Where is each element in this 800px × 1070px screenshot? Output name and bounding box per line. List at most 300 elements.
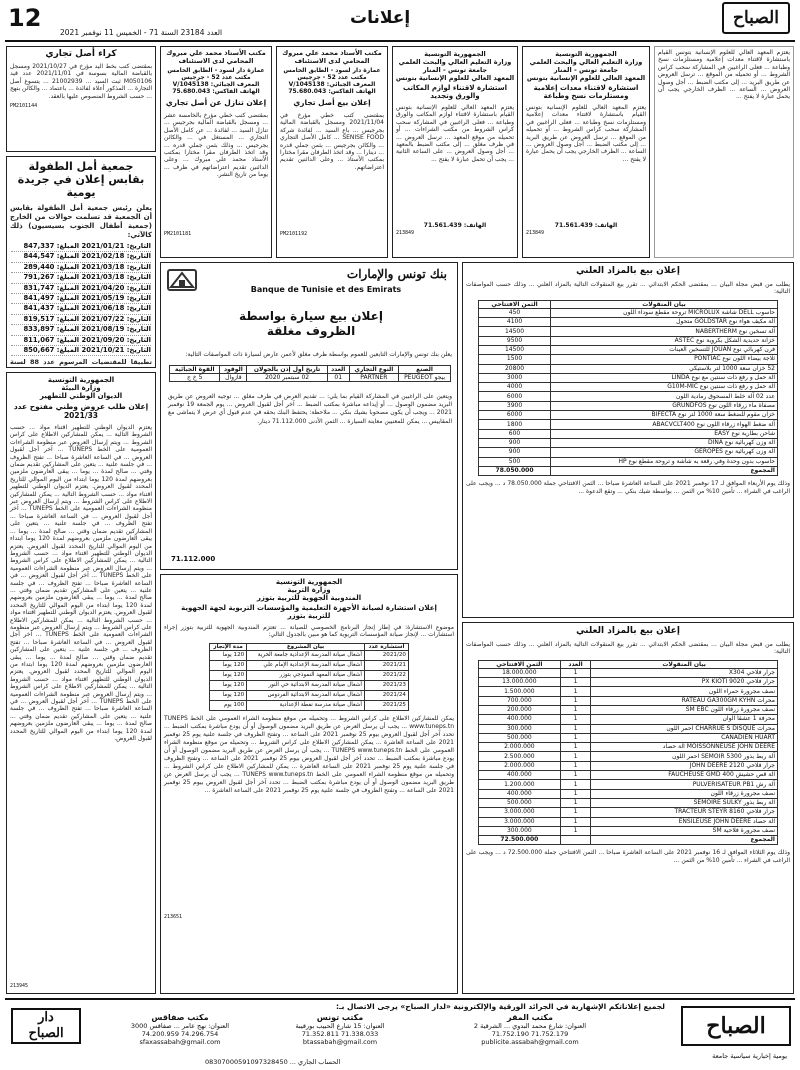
auction1-table-row [479,308,778,317]
auction2-table-cell: 1 [560,706,591,715]
auction2-table-cell: 1.200.000 [479,780,561,789]
ad-a-tax: المعرف الجبائي: 1045138/V [172,81,260,88]
bank-table-head-cell: العدد [327,366,349,374]
auction2-intro: يطلب من قبض مجلة البيان ... بمقتضى الحكم الابتدائي ... تقرر بيع المنقولات التالية بالمزاد العلني ... وذلك حسب المواصفات التالية: [466,641,790,656]
auction2-table-cell: جرار فلاحي PX KIOTI 9020 [591,678,778,687]
auction1-table-cell: 1500 [479,355,551,364]
auction1-table-cell: المجموع [551,466,778,475]
auction2-table-row [479,696,778,705]
footer-logo-dar-name: الصباح [28,1026,64,1041]
footer-logo-dar-top: دار [38,1010,54,1025]
auction2-table-cell: محراث RATEAU GA300GM KYHN [591,696,778,705]
auction2-table-cell: 500.000 [479,798,561,807]
footer-office-fax: 74.200.959 [141,1030,179,1038]
ad-auction-farm-equipment [462,622,794,994]
auction2-table-cell: نصف مجرورة زرقاء اللون [591,789,778,798]
auction1-intro: يطلب من قبض مجلة البيان ... بمقتضى الحكم الابتدائي ... تقرر بيع المنقولات التالية بالمزاد العلني ... وذلك حسب المواصفات التالية: [466,281,790,296]
auction1-table-cell: 3900 [479,401,551,410]
auction2-table-row [479,817,778,826]
auction1-table-cell: 450 [479,308,551,317]
ad-d-continued [654,46,794,258]
auction2-table-cell: 72.500.000 [479,836,561,845]
auction2-table-cell: 1 [560,715,591,724]
edu-table-cell: 2021/24 [364,690,408,700]
ad-d-university: جامعة تونس - المنار [553,66,619,74]
auction2-table-cell: 300.000 [479,826,561,835]
auction2-table-cell: آلة ربط بذور SEMOIR 5300 احمر اللون [591,752,778,761]
footer-office [255,1014,425,1046]
footer-office-fax: 71.752.190 [491,1030,529,1038]
auction2-table-row [479,687,778,696]
auction1-table-cell: آلة وزن كهربائية نوع DINA [551,438,778,447]
edu-table-cell: أشغال صيانة المدرسة الابتدائية الفردوس [247,690,365,700]
footer-office-address: العنوان: شارع محمد البدوي ... الشرقية 2 [473,1022,587,1030]
ad-lease-code: PM2101144 [10,103,38,110]
auction2-table-cell: 1 [560,789,591,798]
onas-republic: الجمهورية التونسية [47,376,115,384]
ad-lease-text: بمقتضى كتب بخط اليد مؤرخ في 2021/10/27 ومسجل بالقباضة المالية بسوسة في 2021/11/01 عدد قيد M050106 ثبت السيد ... 21002939 ... يتسوغ أصل التجارة ... المذكور أعلاه لفائدة ... باعتماد ... والكائن بنهج ... حسب الشروط المنصوص عليها بالعقد. [10,63,153,100]
ad-b-address: عمارة دار لسود - الطابق الخامس مكتب عدد 52 - جرجيس [283,67,381,81]
ad-a-subtitle: إعلان تنازل عن أصل تجاري [165,98,267,107]
page-footer [5,998,795,1066]
auction1-table-cell: ثلاجة بيضاء اللون نوع PONTIAC [551,355,778,364]
auction1-table-cell: عدد 02 آلة خلط المسحوق رمادية اللون [551,392,778,401]
auction2-table [478,660,778,846]
bank-table-head-cell: النوع التجاري [349,366,399,374]
ad-a-title: مكتب الأستاذ محمد علي مبروك المحامي لدى الاستئناف [166,49,266,65]
footer-office-phone: 71.338.033 [341,1030,379,1038]
page-header [0,0,800,40]
bank-table-head-cell: تاريخ أول إذن بالجولان [247,366,328,374]
auction2-table-row [479,808,778,817]
auction2-table-cell [560,836,591,845]
ad-c-republic: الجمهورية التونسية [424,50,486,58]
footer-logo-dar [11,1008,81,1044]
auction1-table-cell: آلة حمل و رفع ذات سنتين نوع G10M-MIC [551,383,778,392]
auction1-table-row [479,429,778,438]
ad-c-phone: الهاتف: 71.561.439 [423,222,487,229]
footer-office-phone: 74.296.754 [181,1030,219,1038]
auction2-text: وذلك يوم الثلاثاء الموافق لـ 16 نوفمبر 2021 على الساعة العاشرة صباحا ... الثمن الافتتاحي جملة 72.500.000 د ... ويجب على الراغب في الشراء ... تأمين 10% من الثمن ... [466,849,790,864]
bank-table-cell: PARTNER [349,374,399,382]
edu-table-cell: 120 يوما [210,660,247,670]
footer-office-email: publicite.assabah@gmail.com [481,1038,579,1046]
ad-d-institute: المعهد العالي للعلوم الإنسانية بتونس [526,74,646,82]
auction2-table-row [479,771,778,780]
edu-intro: موضوع الاستشارة: في إطار إنجاز البرنامج الخصوصي للصيانة ... تعتزم المندوبية الجهوية للتربية بتوزر إجراء استشارات ... لإنجاز صيانة المؤسسات التربوية كما هو مبين بالجدول التالي: [164,624,454,639]
bank-table-cell: قازوال [220,374,247,382]
ad-c-institute: المعهد العالي للعلوم الإنسانية بتونس [395,74,515,82]
auction2-table-row [479,668,778,677]
edu-table-cell: أشغال صيانة مدرسة نفطة الإعدادية [247,700,365,710]
ad-d-subtitle: استشارة لاقتناء معدات إعلامية ومستلزمات نسخ وطباعة [533,84,639,100]
footer-tagline: يومية إخبارية سياسية جامعة [712,1052,787,1060]
bank-table-cell: بيجو PEUGEOT [399,374,451,382]
auction1-table-cell: 20800 [479,364,551,373]
auction2-table-row [479,743,778,752]
edu-table-cell: 120 يوما [210,680,247,690]
auction1-table [478,300,778,476]
auction1-table-cell: آلة مكيف هواء نوع GOLDSTAR متحول [551,318,778,327]
auction1-table-cell: 6000 [479,392,551,401]
auction2-table-cell: 1 [560,780,591,789]
auction2-table-cell: 1.500.000 [479,687,561,696]
ad-lease [6,46,156,152]
auction1-table-cell: خزانة حديدية الشكل بكروية نوع ASTEC [551,336,778,345]
edu-table-cell: أشغال صيانة المدرسة الإعدادية جامعة الحرية [247,650,365,660]
auction1-table-cell: 14500 [479,346,551,355]
auction1-table-row [479,411,778,420]
auction1-table-cell: 3000 [479,373,551,382]
auction2-table-cell: 400.000 [479,789,561,798]
header-rule [5,40,795,42]
bank-ad-text: ويتعين على الراغبين في المشاركة القيام بما يلي: ... تقديم العرض في ظرف مغلق ... توجيه العروض عن طريق البريد مضمون الوصول ... أو إيداعه مباشرة بمكتب الضبط ... آخر أجل لقبول العروض ... يوم الجمعة 19 نوفمبر 2021 ... ويجب أن يكون مصحوبا بشيك بنكي ... ملاحظة: يحتفظ البنك بحقه في عدم قبول أي عرض لا يتماشى مع المقاييس ... يمكن للمعنيين معاينة السيارة ... الثمن الأدنى 71.112.000 دينار. [168,393,452,425]
auction2-table-cell: 3.000.000 [479,808,561,817]
auction2-table-cell: آلة رش PULVERISATEUR PB1 [591,780,778,789]
ad-c-university: جامعة تونس - المنار [422,66,488,74]
auction1-table-row [479,327,778,336]
edu-table [209,643,409,711]
donation-item: التاريخ: 2021/03/18 المبلغ: 791,267 [11,273,151,283]
ad-c-code: 213849 [396,230,415,236]
ad-institute-office-supplies [392,46,518,258]
edu-delegation: المندوبية الجهوية للتربية بتوزر [256,594,362,602]
donation-item: التاريخ: 2021/06/18 المبلغ: 841,437 [11,304,151,314]
auction2-table-cell: محرفة 1 عشقا الوان [591,715,778,724]
ad-b-title: مكتب الأستاذ محمد علي مبروك المحامي لدى الاستئناف [282,49,382,65]
bank-table-cell: 01 [327,374,349,382]
auction1-table-row [479,336,778,345]
ad-d-code: 213849 [526,230,545,236]
auction1-title: إعلان بيع بالمزاد العلني [576,266,680,276]
ad-education-maintenance [160,574,458,994]
auction2-table-cell: 1 [560,752,591,761]
auction2-table-cell: 300.000 [479,724,561,733]
onas-code: 213945 [10,983,29,989]
edu-table-head-cell: بيان المشروع [247,643,365,650]
auction1-table-cell: خزان مقوم للضغط سعة 1000 لتر نوع BIFECTA [551,411,778,420]
auction1-table-row [479,373,778,382]
ad-onas-tender [6,372,156,994]
donation-item: التاريخ: 2021/04/20 المبلغ: 831,747 [11,284,151,294]
auction2-table-cell: المجموع [591,836,778,845]
auction2-table-cell: CANADIEN HUART [591,733,778,742]
auction1-table-cell: 78.050.000 [479,466,551,475]
edu-code: 213651 [164,913,183,920]
auction2-table-cell: آلة قص حشيش FAUCHEUSE GMD 400 [591,771,778,780]
edu-table-cell: 2021/20 [364,650,408,660]
auction1-table-row [479,346,778,355]
auction2-table-cell: 1 [560,771,591,780]
ad-b-text: بمقتضى كتب خطي مؤرخ في 2021/11/04 ومسجل بالقباضة المالية بجرجيس ... باع السيد ... لفائدة شركة SENISE FOOD ... كامل الأصل التجاري ... والكائن بجرجيس ... بثمن جملي قدره ... دينارا ... وقد اتخذ الطرفان مقرا مختارا بمكتب الأستاذ ... وعلى الدائنين تقديم اعتراضاتهم. [280,112,384,171]
donation-item: التاريخ: 2021/10/21 المبلغ: 850,667 [11,346,151,356]
auction1-table-cell: مصفاة ماء زرقاء اللون نوع GRUNDFOS [551,401,778,410]
auction1-table-cell: 500 [479,457,551,466]
auction2-table-row [479,678,778,687]
edu-subtitle: إعلان استشارة لصيانة الأجهزة التعليمية والمؤسسات التربوية لجهة الجهوية للتربية بتوزر [181,604,437,620]
auction2-table-cell: جرار فلاحي JOHN DEERE 2120 [591,761,778,770]
bank-name-ar: بنك تونس والإمارات [346,267,447,281]
bank-min-price: 71.112.000 [171,555,216,563]
auction2-table-cell: 18.000.000 [479,668,561,677]
ad-c-text: يعتزم المعهد العالي للعلوم الإنسانية بتونس القيام باستشارة لاقتناء لوازم المكاتب والورق وطباعة ... فعلى الراغبين في المشاركة سحب كراس الشروط من مكتب الشراءات ... أو تحميله من موقع المعهد ... ترسل العروض ... في ظرف مغلق ... إلى مكتب الضبط بالمعهد ... أجل وصول العروض ... على الساعة الثانية ... يجب أن تحمل عبارة لا يفتح ... [396,104,514,163]
ad-c-ministry: وزارة التعليم العالي والبحث العلمي [398,58,512,66]
auction2-table-cell: محراث CHARRUE S DISQUE احمر اللون [591,724,778,733]
auction2-table-cell: 1 [560,724,591,733]
auction2-table-cell: 700.000 [479,696,561,705]
auction1-table-row [479,383,778,392]
auction1-table-cell: 4100 [479,318,551,327]
auction2-table-cell: 500.000 [479,733,561,742]
footer-office [445,1014,615,1046]
edu-table-cell: 120 يوما [210,650,247,660]
ad-lawyer-sale [276,46,388,258]
bank-table-header [170,366,451,374]
auction2-table-cell: 1 [560,817,591,826]
ad-b-code: PM2101192 [280,231,308,237]
ad-d-ministry: وزارة التعليم العالي والبحث العلمي [529,58,643,66]
section-title: إعلانات [350,8,411,28]
auction1-table-cell: فرن كهربائي نوع JOUAN للتسخين العينات [551,346,778,355]
auction1-table-row [479,466,778,475]
donation-list [7,242,155,356]
auction2-table-row [479,836,778,845]
auction2-table-cell: MOISSONNEUSE JOHN DEERE آلة حصاد [591,743,778,752]
auction2-table-cell: جرار فلاحي TRACTEUR STEYR 8160 [591,808,778,817]
footer-office-fax: 71.352.811 [301,1030,339,1038]
auction1-table-cell: 4000 [479,383,551,392]
donation-item: التاريخ: 2021/09/20 المبلغ: 811,067 [11,336,151,346]
auction2-table-head-cell: الثمن الافتتاحي [479,660,561,668]
bank-ad-title: إعلان بيع سيارة بواسطة الظروف مغلقة [239,309,383,338]
ad-bank-car-sale [160,262,458,570]
auction1-table-cell: 14500 [479,327,551,336]
ad-association-intro: يعلن رئيس جمعية أمل الطفولة بقابس أن الجمعية قد تسلمت حوالات من الخارج (جمعية أطفال الجنوب بسيسيون) ذلك كالآتي: [10,204,152,239]
edu-table-row [210,690,409,700]
onas-tender-text: يعتزم الديوان الوطني للتطهير اقتناء مواد ... حسب الشروط التالية ... يمكن للمشاركين الاطلاع على كراس الشروط ... ويتم إرسال العروض عبر منظومة الشراءات العمومية على الخط TUNEPS ... آخر أجل لقبول العروض ... في الساعة العاشرة صباحا ... تفتح الظروف ... في جلسة علنية ... يتعين على المشاركين تقديم ضمان وقتي ... صالح لمدة ... يوما ... يبقى العارضون ملزمين بعروضهم لمدة 120 يوما ابتداء من اليوم الموالي للتاريخ المحدد لقبول العروض. يعتزم الديوان الوطني للتطهير اقتناء مواد ... حسب الشروط التالية ... يمكن للمشاركين الاطلاع على كراس الشروط ... ويتم إرسال العروض عبر منظومة الشراءات العمومية على الخط TUNEPS ... آخر أجل لقبول العروض ... في الساعة العاشرة صباحا ... تفتح الظروف ... في جلسة علنية ... يتعين على المشاركين تقديم ضمان وقتي ... صالح لمدة ... يوما ... يبقى العارضون ملزمين بعروضهم لمدة 120 يوما ابتداء من اليوم الموالي للتاريخ المحدد لقبول العروض. يعتزم الديوان الوطني للتطهير اقتناء مواد ... حسب الشروط التالية ... يمكن للمشاركين الاطلاع على كراس الشروط ... ويتم إرسال العروض عبر منظومة الشراءات العمومية على الخط TUNEPS ... آخر أجل لقبول العروض ... في الساعة العاشرة صباحا ... تفتح الظروف ... في جلسة علنية ... يتعين على المشاركين تقديم ضمان وقتي ... صالح لمدة ... يوما ... يبقى العارضون ملزمين بعروضهم لمدة 120 يوما ابتداء من اليوم الموالي للتاريخ المحدد لقبول العروض. يعتزم الديوان الوطني للتطهير اقتناء مواد ... حسب الشروط التالية ... يمكن للمشاركين الاطلاع على كراس الشروط ... ويتم إرسال العروض عبر منظومة الشراءات العمومية على الخط TUNEPS ... آخر أجل لقبول العروض ... في الساعة العاشرة صباحا ... تفتح الظروف ... في جلسة علنية ... يتعين على المشاركين تقديم ضمان وقتي ... صالح لمدة ... يوما ... يبقى العارضون ملزمين بعروضهم لمدة 120 يوما ابتداء من اليوم الموالي للتاريخ المحدد لقبول العروض. يعتزم الديوان الوطني للتطهير اقتناء مواد ... حسب الشروط التالية ... يمكن للمشاركين الاطلاع على كراس الشروط ... ويتم إرسال العروض عبر منظومة الشراءات العمومية على الخط TUNEPS ... آخر أجل لقبول العروض ... في الساعة العاشرة صباحا ... تفتح الظروف ... في جلسة علنية ... يتعين على المشاركين تقديم ضمان وقتي ... صالح لمدة ... يوما ... يبقى العارضون ملزمين بعروضهم لمدة 120 يوما ابتداء من اليوم الموالي للتاريخ المحدد لقبول العروض. [10,424,152,743]
donation-item: التاريخ: 2021/07/22 المبلغ: 819,517 [11,315,151,325]
auction1-table-cell: آلة ضغط الهواء زرقاء اللون نوع ABACVCLT400 [551,420,778,429]
auction2-table-cell: 1 [560,761,591,770]
edu-table-cell: أشغال صيانة المعهد النموذجي بتوزر [247,670,365,680]
bank-name-fr: Banque de Tunisie et des Emirats [250,285,402,294]
auction2-table-cell: 1 [560,808,591,817]
auction2-table-row [479,798,778,807]
ad-lawyer-transfer [160,46,272,258]
edu-table-header [210,643,409,650]
ad-a-code: PM2101181 [164,231,192,237]
onas-tender-title: إعلان طلب عروض وطني مفتوح عدد 2021/33 [13,402,149,420]
auction1-table-row [479,438,778,447]
auction2-table-cell: آلة حصاد ENSILEUSE JOHN DEERE [591,817,778,826]
edu-ministry: وزارة التربية [287,586,331,594]
bank-table-row [170,374,451,382]
footer-office-address: العنوان: 15 شارع الحبيب بورقيبة [295,1022,385,1030]
auction2-table-cell: 200.000 [479,706,561,715]
auction2-table-cell: 2.000.000 [479,743,561,752]
donation-item: التاريخ: 2021/05/19 المبلغ: 841,497 [11,294,151,304]
footer-office-name: مكتب تونس [316,1013,364,1022]
ad-association [6,156,156,368]
footer-office-phone-row [255,1030,425,1038]
auction1-table-head-cell: بيان المنقولات [551,300,778,308]
auction2-table-row [479,733,778,742]
edu-table-cell: 2021/25 [364,700,408,710]
auction2-table-cell: 400.000 [479,715,561,724]
auction1-table-row [479,457,778,466]
footer-office-phone: 71.752.179 [531,1030,569,1038]
ad-b-fax: الهاتف الفاكس: 75.680.043 [288,88,376,95]
edu-republic: الجمهورية التونسية [275,578,343,586]
ad-b-subtitle: إعلان بيع أصل تجاري [293,98,371,107]
ad-a-address: عمارة دار لسود - الطابق الخامس مكتب عدد 52 - جرجيس [167,67,265,81]
ad-d-text: يعتزم المعهد العالي للعلوم الإنسانية بتونس القيام باستشارة لاقتناء معدات إعلامية ومستلزمات نسخ وطباعة ... فعلى الراغبين في المشاركة سحب كراس الشروط ... أو تحميله من الموقع ... ترسل العروض عن طريق البريد ... إلى مكتب الضبط ... أجل وصول العروض ... الساعة ... الظرف الخارجي يجب أن يحمل عبارة لا يفتح ... [526,104,646,163]
auction2-table-row [479,780,778,789]
edu-table-cell: أشغال صيانة المدرسة الإعدادية الإمام علي [247,660,365,670]
edu-table-row [210,670,409,680]
auction1-table-row [479,420,778,429]
auction2-table-cell: 1 [560,743,591,752]
auction2-table-header [479,660,778,668]
bank-car-table [169,365,451,382]
ad-d-republic: الجمهورية التونسية [555,50,617,58]
ad-d-phone: الهاتف: 71.561.439 [554,222,618,229]
auction2-table-row [479,752,778,761]
footer-title: لجميع إعلاناتكم الإشهارية في الجرائد الورقية والإلكترونية «لدار الصباح» يرجى الاتصال بـ: [336,1002,665,1011]
auction2-table-row [479,761,778,770]
edu-table-row [210,660,409,670]
footer-office-phone-row [445,1030,615,1038]
auction2-table-cell: جرار فلاحي X304 [591,668,778,677]
ad-c-subtitle: استشارة لاقتناء لوازم المكاتب والورق وتجديد [402,84,508,100]
footer-office-phone-row [95,1030,265,1038]
auction1-table-row [479,318,778,327]
auction2-table-cell: 1 [560,826,591,835]
auction2-table-cell: نصف مجرورة حمراء اللون [591,687,778,696]
auction1-table-cell: 9500 [479,336,551,345]
edu-table-cell: 100 يوم [210,700,247,710]
onas-office: الديوان الوطني للتطهير [39,392,123,400]
bank-table-head-cell: الصنع [399,366,451,374]
auction1-table-cell: 900 [479,438,551,447]
auction2-table-cell: 1 [560,678,591,687]
footer-logo: الصباح [681,1006,791,1046]
donation-item: التاريخ: 2021/03/18 المبلغ: 289,440 [11,263,151,273]
bank-table-head-cell: الوقود [220,366,247,374]
donation-item: التاريخ: 2021/08/19 المبلغ: 833,897 [11,325,151,335]
auction2-table-cell: 2.000.000 [479,761,561,770]
auction2-table-row [479,706,778,715]
edu-table-cell: 2021/23 [364,680,408,690]
page-number: 12 [8,4,42,32]
auction2-table-cell: 1 [560,733,591,742]
auction1-text: وذلك يوم الأربعاء الموافق لـ 17 نوفمبر 2021 على الساعة العاشرة صباحا ... الثمن الافتتاحي جملة 78.050.000 د ... ويجب على الراغب في الشراء ... تأمين 10% من الثمن ... بواسطة شيك بنكي ... وتقع الدعوة ... [466,480,791,495]
footer-office [95,1014,265,1046]
auction2-table-row [479,789,778,798]
auction2-table-cell: 1 [560,668,591,677]
auction1-table-row [479,392,778,401]
edu-table-cell: 2021/21 [364,660,408,670]
auction2-table-cell: 2.500.000 [479,752,561,761]
footer-office-address: العنوان: نهج عامر ... صفاقس 3000 [130,1022,230,1030]
auction1-table-cell: آلة تسخين نوع NABERTHERM [551,327,778,336]
auction1-table-cell: شاحن بطارية نوع EASY [551,429,778,438]
edu-table-cell: 120 يوما [210,670,247,680]
onas-ministry: وزارة البيئة [61,384,101,392]
bank-table-cell: 02 سبتمبر 2020 [247,374,328,382]
ad-a-fax: الهاتف الفاكس: 75.680.043 [172,88,260,95]
auction1-table-cell: حاسوب DELL شاشة MICROLUX تروحة مقطع سوداء اللون [551,308,778,317]
auction1-table-cell: آلة وزن كهربائية نوع GEROPES [551,448,778,457]
auction1-table-row [479,448,778,457]
auction1-table-cell: آلة حمل و رفع ذات سنتين مع نوع LINDA [551,373,778,382]
edu-table-body [210,650,409,710]
edu-table-head-cell: مدة الإنجاز [210,643,247,650]
auction2-table-cell: نصف مجرورة فلاحية SM [591,826,778,835]
donation-item: التاريخ: 2021/02/18 المبلغ: 844,547 [11,252,151,262]
footer-office-name: مكتب صفاقس [151,1013,209,1022]
auction2-table-row [479,715,778,724]
ad-lease-title: كراء أصل تجاري [45,49,117,59]
auction2-table-row [479,724,778,733]
auction1-table-cell: 600 [479,429,551,438]
auction2-table-cell: نصف مجرورة زرقاء اللون SM EBC [591,706,778,715]
edu-table-row [210,650,409,660]
auction1-table-cell: 1800 [479,420,551,429]
auction1-table-cell: حاسوب بدون وحدة وفي رقعة به شاشة و تروحة مقطع نوع HP [551,457,778,466]
ad-association-title: جمعية أمل الطفولة بقابس إعلان في جريدة يومية [17,160,145,199]
auction1-table-cell: 900 [479,448,551,457]
issue-info: العدد 23184 السنة 71 - الخميس 11 نوفمبر 2021 [60,28,223,37]
ad-institute-it-equipment [522,46,650,258]
edu-text: يمكن للمشاركين الاطلاع على كراس الشروط ... وتحميله من موقع منظومة الشراء العمومي على الخط TUNEPS www.tuneps.tn ... يجب أن يرسل العرض عن طريق البريد مضمون الوصول أو أن يودع مباشرة بمكتب الضبط ... تحدد آخر أجل لقبول العروض بيوم 25 نوفمبر 2021 على الساعة ... وتفتح الظروف في جلسة علنية يوم 25 نوفمبر 2021 على الساعة العاشرة ... يمكن للمشاركين الاطلاع على كراس الشروط ... وتحميله من موقع منظومة الشراء العمومي على الخط TUNEPS www.tuneps.tn ... يجب أن يرسل العرض عن طريق البريد مضمون الوصول أو أن يودع مباشرة بمكتب الضبط ... تحدد آخر أجل لقبول العروض بيوم 25 نوفمبر 2021 على الساعة ... وتفتح الظروف في جلسة علنية يوم 25 نوفمبر 2021 على الساعة العاشرة ... يمكن للمشاركين الاطلاع على كراس الشروط ... وتحميله من موقع منظومة الشراء العمومي على الخط TUNEPS www.tuneps.tn ... يجب أن يرسل العرض عن طريق البريد مضمون الوصول أو أن يودع مباشرة بمكتب الضبط ... تحدد آخر أجل لقبول العروض بيوم 25 نوفمبر 2021 على الساعة ... وتفتح الظروف في جلسة علنية يوم 25 نوفمبر 2021 على الساعة العاشرة ... [164,714,455,794]
auction1-table-header [479,300,778,308]
ad-a-text: بمقتضى كتب خطي مؤرخ بالخامسة عشر ... ومسجل بالقباضة المالية بجرجيس ... تنازل السيد ... لفائدة ... عن كامل الأصل التجاري ... المستغل في ... والكائن بجرجيس ... وذلك بثمن جملي قدره ... وقد اتخذ الطرفان مقرا مختارا بمكتب الأستاذ محمد علي مبروك ... وعلى الدائنين تقديم اعتراضاتهم في ظرف ... يوما من تاريخ النشر. [164,112,268,179]
ad-association-law: تطبيقا للمقتضيات المرسوم عدد 88 لسنة [10,358,152,367]
ad-d-continued-text: يعتزم المعهد العالي للعلوم الإنسانية بتونس القيام باستشارة لاقتناء معدات إعلامية ومستلزمات نسخ وطباعة ... فعلى الراغبين في المشاركة سحب كراس الشروط ... أو تحميله من الموقع ... ترسل العروض عن طريق البريد ... إلى مكتب الضبط ... أجل وصول العروض ... الساعة ... الظرف الخارجي يجب أن يحمل عبارة لا يفتح ... [658,49,790,101]
auction2-table-cell: آلة ربط بذور SEMOIRE SULKY [591,798,778,807]
donation-item: التاريخ: 2021/01/21 المبلغ: 847,337 [11,242,151,252]
edu-table-cell: 120 يوما [210,690,247,700]
footer-office-name: مكتب المقر [507,1013,553,1022]
auction2-table-row [479,826,778,835]
ad-b-tax: المعرف الجبائي: 1045138/V [288,81,376,88]
auction2-title: إعلان بيع بالمزاد العلني [576,626,680,636]
auction2-table-cell: 1 [560,687,591,696]
bank-ad-intro: يعلن بنك تونس والإمارات التابعين للعموم بواسطة ظرف مغلق لأعمن عارض لسيارة ذات المواصفات التالية: [185,351,452,358]
auction2-table-head-cell: العدد [560,660,591,668]
auction1-table-row [479,355,778,364]
edu-table-row [210,700,409,710]
auction2-table-cell: 1 [560,696,591,705]
newspaper-logo: الصباح [722,2,790,34]
auction2-table-cell: 1 [560,798,591,807]
edu-table-cell: 2021/22 [364,670,408,680]
auction2-table-cell: 13.000.000 [479,678,561,687]
edu-table-head-cell: استشارة عدد [364,643,408,650]
auction2-table-cell: 400.000 [479,771,561,780]
edu-table-row [210,680,409,690]
auction1-table-head-cell: الثمن الافتتاحي [479,300,551,308]
footer-office-email: btassabah@gmail.com [302,1038,378,1046]
ad-auction-lab-equipment [462,262,794,618]
footer-office-email: sfaxassabah@gmail.com [139,1038,221,1046]
bank-table-head-cell: القوة الجبائية [170,366,220,374]
auction1-table-cell: 52 خزان سعة 1000 لتر بلاستيكي [551,364,778,373]
footer-account: الحساب الجاري ... 08307000591097328450 [205,1058,341,1066]
auction1-table-row [479,401,778,410]
bank-table-cell: 5 خ ج [170,374,220,382]
